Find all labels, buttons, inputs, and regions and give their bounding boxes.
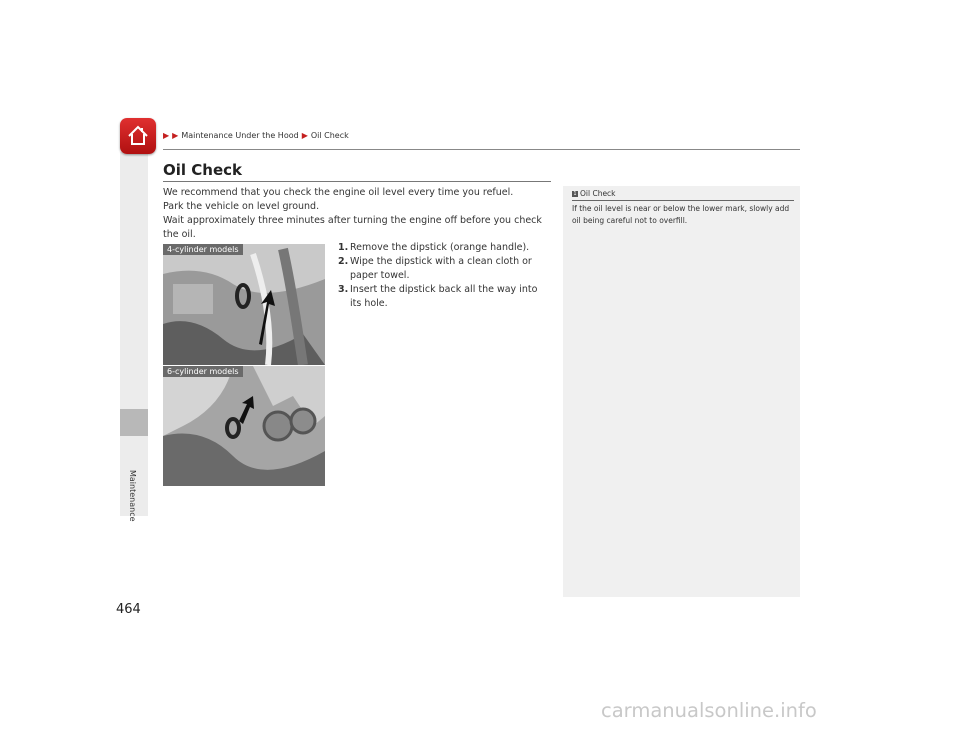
triangle-right-icon: ▶	[301, 131, 308, 140]
note-sidebar	[563, 186, 800, 597]
step-text: Remove the dipstick (orange handle).	[350, 242, 530, 253]
breadcrumb-section-link[interactable]: Maintenance Under the Hood	[181, 131, 299, 140]
header-divider	[163, 149, 800, 150]
engine-photo-4-cylinder	[163, 244, 325, 365]
note-header	[572, 189, 616, 198]
breadcrumb-topic: Oil Check	[310, 131, 349, 140]
note-divider	[572, 200, 794, 201]
home-button[interactable]	[120, 118, 156, 154]
step-number: 3.	[338, 284, 349, 295]
step-list	[338, 241, 550, 311]
image-label: 4-cylinder models	[163, 244, 243, 255]
sidebar-section-tab[interactable]	[120, 409, 148, 436]
page-number: 464	[116, 602, 141, 617]
list-item	[338, 241, 550, 255]
engine-photo-6-cylinder	[163, 366, 325, 486]
intro-line: We recommend that you check the engine oil level every time you refuel.	[163, 187, 514, 198]
engine-illustration	[163, 244, 325, 365]
step-text: Wipe the dipstick with a clean cloth or paper towel.	[350, 256, 532, 281]
note-body: If the oil level is near or below the lower mark, slowly add oil being careful not to overfill.	[572, 204, 790, 225]
note-title: Oil Check	[580, 189, 616, 198]
page-title: Oil Check	[163, 161, 242, 179]
step-number: 2.	[338, 256, 349, 267]
engine-illustration	[163, 366, 325, 486]
title-divider	[163, 181, 551, 182]
note-icon: 1	[573, 190, 577, 197]
watermark: carmanualsonline.info	[601, 699, 817, 722]
intro-line: Park the vehicle on level ground.	[163, 201, 320, 212]
sidebar-section-label: Maintenance	[128, 470, 137, 522]
intro-text	[163, 186, 553, 242]
triangle-right-icon: ▶	[172, 131, 179, 140]
triangle-right-icon: ▶	[163, 131, 170, 140]
list-item	[338, 255, 550, 283]
sidebar-background	[120, 152, 148, 516]
image-label: 6-cylinder models	[163, 366, 243, 377]
step-number: 1.	[338, 242, 349, 253]
intro-line: Wait approximately three minutes after turning the engine off before you check the oil.	[163, 215, 542, 240]
step-text: Insert the dipstick back all the way into its hole.	[350, 284, 538, 309]
home-icon	[126, 124, 150, 148]
list-item	[338, 283, 550, 311]
breadcrumb	[163, 131, 349, 140]
